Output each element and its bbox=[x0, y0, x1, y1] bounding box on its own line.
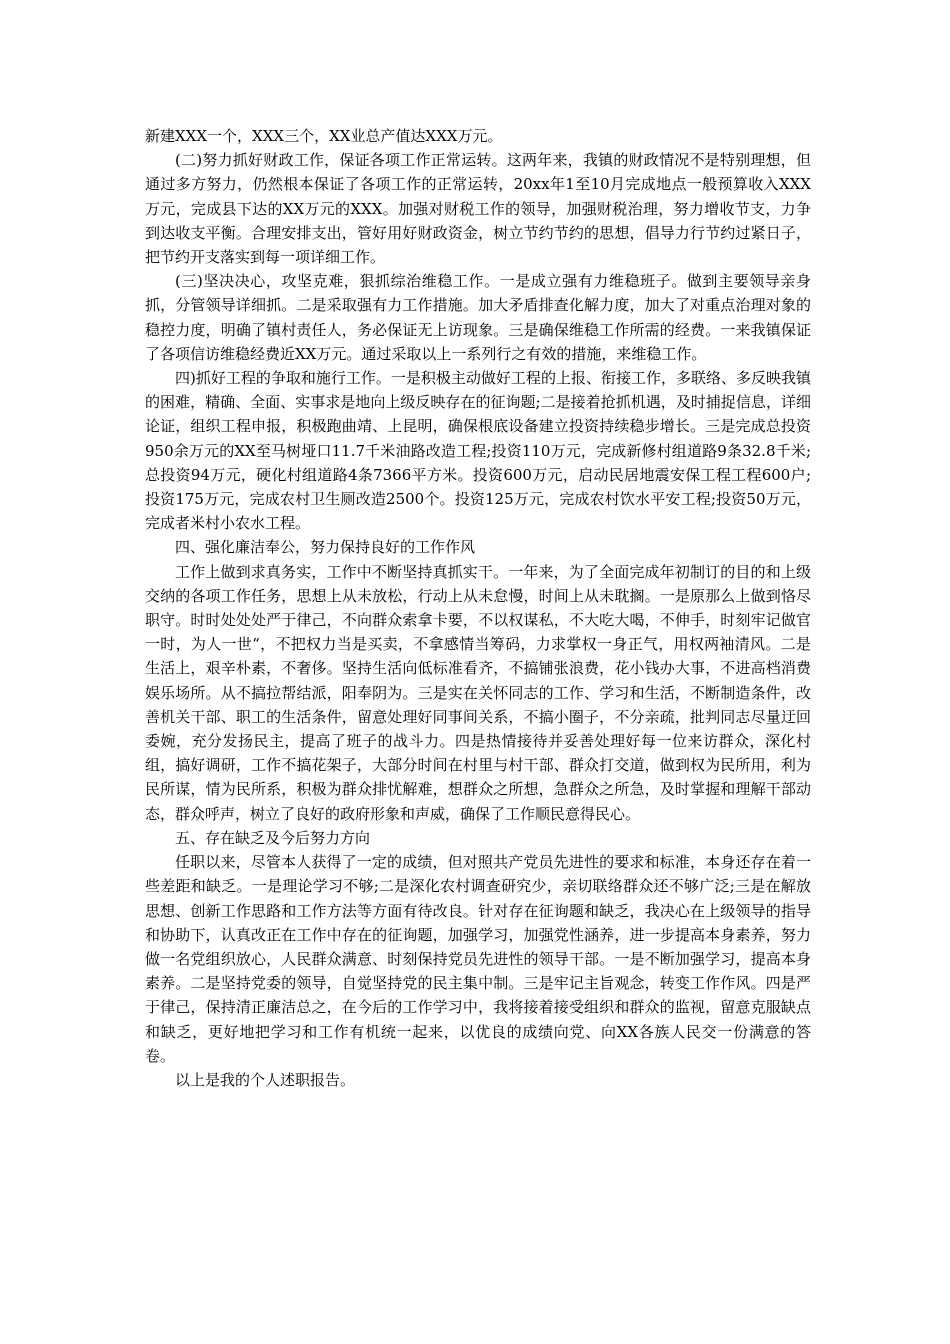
paragraph-projects: 四)抓好工程的争取和施行工作。一是积极主动做好工程的上报、衔接工作，多联络、多反映我镇的困难，精确、全面、实事求是地向上级反映存在的征询题;二是接着抢抓机遇，及时捕捉信息，详细论证，组织工程申报，积极跑曲靖、上昆明，确保根底设备建立投资持续稳步增长。三是完成总投资950余万元的XX至马树垭口11.7千米油路改造工程;投资110万元，完成新修村组道路9条32.8千米;总投资94万元，硬化村组道路4条7366平方米。投资600万元，启动民居地震安保工程工程600户;投资175万元，完成农村卫生厕改造2500个。投资125万元，完成农村饮水平安工程;投资50万元，完成者米村小农水工程。 bbox=[145, 369, 811, 533]
paragraph-shortcomings: 任职以来，尽管本人获得了一定的成绩，但对照共产党员先进性的要求和标准，本身还存在着一些差距和缺乏。一是理论学习不够;二是深化农村调查研究少，亲切联络群众还不够广泛;三是在解放思想、创新工作思路和工作方法等方面有待改良。针对存在征询题和缺乏，我决心在上级领导的指导和协助下，认真改正在工作中存在的征询题，加强学习，加强党性涵养，进一步提高本身素养，努力做一名党组织放心，人民群众满意、时刻保持党员先进性的领导干部。一是不断加强学习，提高本身素养。二是坚持党委的领导，自觉坚持党的民主集中制。三是牢记主旨观念，转变工作作风。四是严于律己，保持清正廉洁总之，在今后的工作学习中，我将接着接受组织和群众的监视，留意克服缺点和缺乏，更好地把学习和工作有机统一起来，以优良的成绩向党、向XX各族人民交一份满意的答卷。 bbox=[145, 853, 811, 1065]
paragraph-work-style: 工作上做到求真务实，工作中不断坚持真抓实干。一年来，为了全面完成年初制订的目的和上级交纳的各项工作任务，思想上从未放松，行动上从未怠慢，时间上从未耽搁。一是原那么上做到恪尽职守。时时处处处严于律己，不向群众索拿卡要，不以权谋私，不大吃大喝，不伸手，时刻牢记做官一时，为人一世“，不把权力当是买卖，不拿感情当筹码，力求掌权一身正气，用权两袖清风。二是生活上，艰辛朴素，不奢侈。坚持生活向低标准看齐，不搞铺张浪费，花小钱办大事，不进高档消费娱乐场所。从不搞拉帮结派，阳奉阴为。三是实在关怀同志的工作、学习和生活，不断制造条件，改善机关干部、职工的生活条件，留意处理好同事间关系，不搞小圈子，不分亲疏，批判同志尽量迂回委婉，充分发扬民主，提高了班子的战斗力。四是热情接待并妥善处理好每一位来访群众，深化村组，搞好调研，工作不搞花架子，大部分时间在村里与村干部、群众打交道，做到权为民所用，利为民所谋，情为民所系，积极为群众排忧解难，想群众之所想，急群众之所急，及时掌握和理解干部动态，群众呼声，树立了良好的政府形象和声威，确保了工作顺民意得民心。 bbox=[145, 562, 811, 823]
paragraph-finance: (二)努力抓好财政工作，保证各项工作正常运转。这两年来，我镇的财政情况不是特别理想，但通过多方努力，仍然根本保证了各项工作的正常运转，20xx年1至10月完成地点一般预算收入XXX万元，完成县下达的XX万元的XXX。加强对财税工作的领导，加强财税治理，努力增收节支，力争到达收支平衡。合理安排支出，管好用好财政资金，树立节约节约的思想，倡导力行节约过紧日子，把节约开支落实到每一项详细工作。 bbox=[145, 151, 811, 267]
section-heading-4: 四、强化廉洁奉公，努力保持良好的工作作风 bbox=[175, 538, 476, 557]
document-body bbox=[145, 124, 811, 1092]
paragraph-stability: (三)坚决决心，攻坚克难，狠抓综治维稳工作。一是成立强有力维稳班子。做到主要领导亲身抓，分管领导详细抓。二是采取强有力工作措施。加大矛盾排查化解力度，加大了对重点治理对象的稳控力度，明确了镇村责任人，务必保证无上访现象。三是确保维稳工作所需的经费。一来我镇保证了各项信访维稳经费近XX万元。通过采取以上一系列行之有效的措施，来维稳工作。 bbox=[145, 272, 811, 363]
section-heading-5: 五、存在缺乏及今后努力方向 bbox=[175, 828, 371, 847]
paragraph-closing: 以上是我的个人述职报告。 bbox=[175, 1070, 356, 1089]
paragraph-1: 新建XXX一个，XXX三个，XX业总产值达XXX万元。 bbox=[145, 127, 503, 145]
